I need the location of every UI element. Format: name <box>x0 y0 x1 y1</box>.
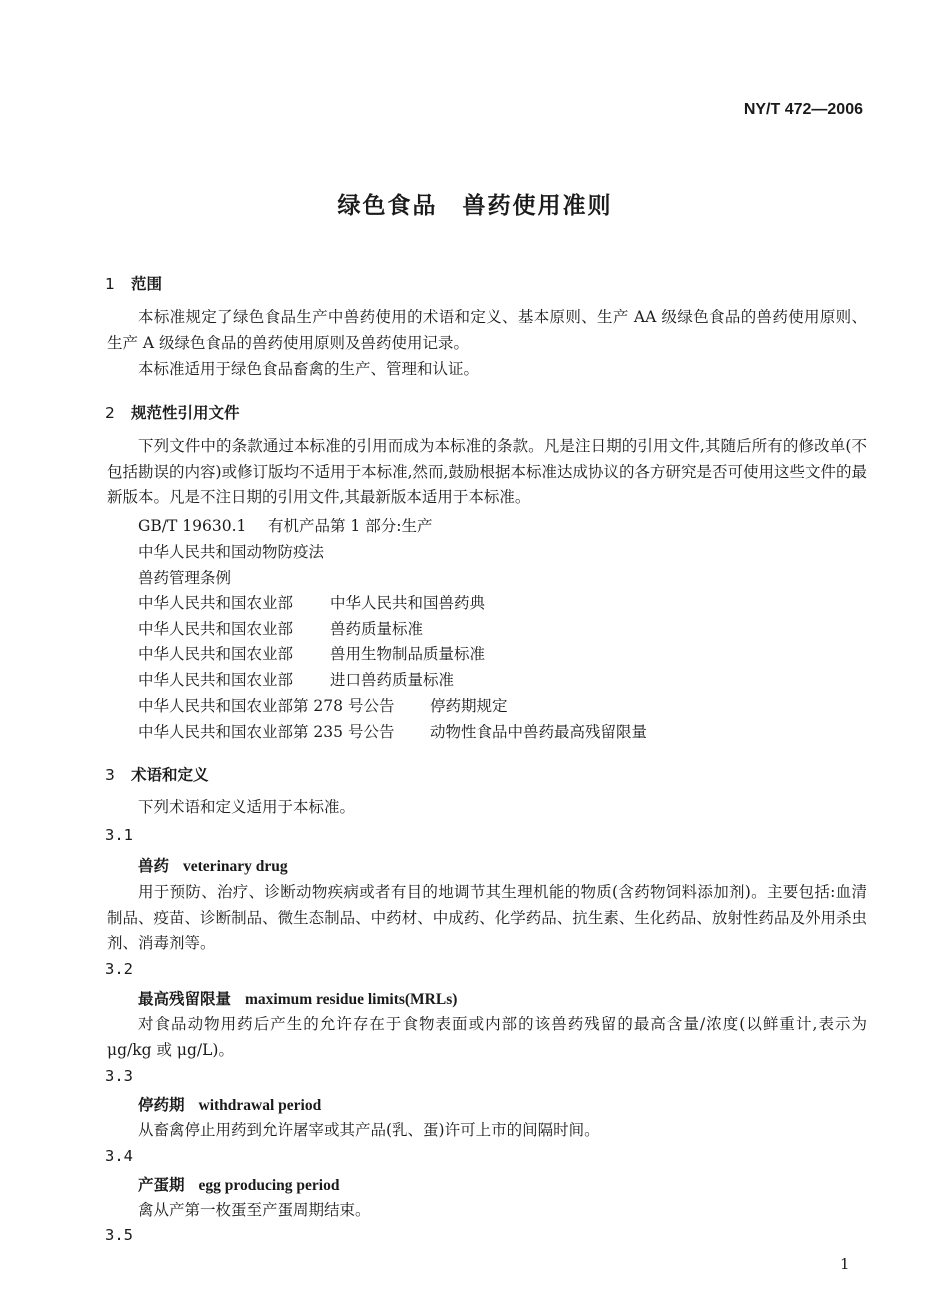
section-title: 范围 <box>131 275 163 293</box>
term-english: maximum residue limits(MRLs) <box>245 991 458 1008</box>
reference-item <box>138 566 231 588</box>
section-title: 规范性引用文件 <box>131 404 240 422</box>
term-chinese: 最高残留限量 <box>138 989 232 1008</box>
reference-name: 兽药管理条例 <box>138 569 232 587</box>
term-english: veterinary drug <box>183 858 288 875</box>
reference-item <box>138 514 432 536</box>
page-number: 1 <box>840 1255 850 1273</box>
section-number: 2 <box>105 404 115 422</box>
section-number: 3 <box>105 766 115 784</box>
reference-issuer: 中华人民共和国农业部 <box>138 645 294 663</box>
term-chinese: 停药期 <box>138 1095 185 1114</box>
term-number: 3.5 <box>105 1226 133 1244</box>
term-chinese: 兽药 <box>138 856 170 875</box>
term-english: egg producing period <box>198 1177 340 1194</box>
reference-issuer: 中华人民共和国农业部 <box>138 594 294 612</box>
section-2-paragraph-1: 下列文件中的条款通过本标准的引用而成为本标准的条款。凡是注日期的引用文件,其随后所有的修改单(不包括勘误的内容)或修订版均不适用于本标准,然而,鼓励根据本标准达成协议的各方研究是否可使用这些文件的最新版本。凡是不注日期的引用文件,其最新版本适用于本标准。 <box>107 437 867 506</box>
section-2-heading <box>105 401 240 423</box>
reference-name: 中华人民共和国动物防疫法 <box>138 543 325 561</box>
reference-name: 进口兽药质量标准 <box>330 671 455 689</box>
page-title: 绿色食品 兽药使用准则 <box>337 193 613 219</box>
reference-name: 兽药质量标准 <box>330 620 424 638</box>
reference-issuer: 中华人民共和国农业部第 278 号公告 <box>138 697 395 715</box>
section-1-heading <box>105 272 162 294</box>
reference-issuer: 中华人民共和国农业部 <box>138 671 294 689</box>
reference-name: 动物性食品中兽药最高残留限量 <box>430 723 648 741</box>
section-1-paragraph-1: 本标准规定了绿色食品生产中兽药使用的术语和定义、基本原则、生产 AA 级绿色食品的兽药使用原则、生产 A 级绿色食品的兽药使用原则及兽药使用记录。 <box>107 308 867 352</box>
term-name <box>138 854 288 876</box>
section-title: 术语和定义 <box>131 766 209 784</box>
standard-code: NY/T 472—2006 <box>743 101 863 118</box>
term-definition: 禽从产第一枚蛋至产蛋周期结束。 <box>138 1201 371 1219</box>
term-name <box>138 1093 321 1115</box>
reference-item <box>138 642 485 664</box>
reference-issuer: 中华人民共和国农业部 <box>138 620 294 638</box>
term-definition: 对食品动物用药后产生的允许存在于食物表面或内部的该兽药残留的最高含量/浓度(以鲜重计,表示为 μg/kg 或 μg/L)。 <box>107 1015 867 1059</box>
term-number: 3.3 <box>105 1067 133 1085</box>
reference-item <box>138 720 647 742</box>
section-1-paragraph-2: 本标准适用于绿色食品畜禽的生产、管理和认证。 <box>138 360 480 378</box>
reference-name: 停药期规定 <box>430 697 508 715</box>
reference-item <box>138 591 485 613</box>
reference-name: 中华人民共和国兽药典 <box>330 594 486 612</box>
term-name <box>138 1173 339 1195</box>
reference-item <box>138 617 423 639</box>
term-chinese: 产蛋期 <box>138 1175 185 1194</box>
section-3-heading <box>105 763 209 785</box>
term-number: 3.1 <box>105 826 133 844</box>
reference-code: GB/T 19630.1 <box>138 517 247 535</box>
term-definition: 用于预防、治疗、诊断动物疾病或者有目的地调节其生理机能的物质(含药物饲料添加剂)。主要包括:血清制品、疫苗、诊断制品、微生态制品、中药材、中成药、化学药品、抗生素、生化药品、放射性药品及外用杀虫剂、消毒剂等。 <box>107 883 867 952</box>
section-number: 1 <box>105 275 115 293</box>
reference-name: 有机产品第 1 部分:生产 <box>268 517 433 535</box>
reference-item <box>138 694 508 716</box>
reference-item <box>138 540 324 562</box>
reference-item <box>138 668 454 690</box>
term-name <box>138 987 457 1009</box>
reference-issuer: 中华人民共和国农业部第 235 号公告 <box>138 723 395 741</box>
term-english: withdrawal period <box>198 1097 322 1114</box>
term-definition: 从畜禽停止用药到允许屠宰或其产品(乳、蛋)许可上市的间隔时间。 <box>138 1121 600 1139</box>
reference-name: 兽用生物制品质量标准 <box>330 645 486 663</box>
term-number: 3.4 <box>105 1147 133 1165</box>
term-number: 3.2 <box>105 960 133 978</box>
section-3-paragraph-1: 下列术语和定义适用于本标准。 <box>138 798 356 816</box>
